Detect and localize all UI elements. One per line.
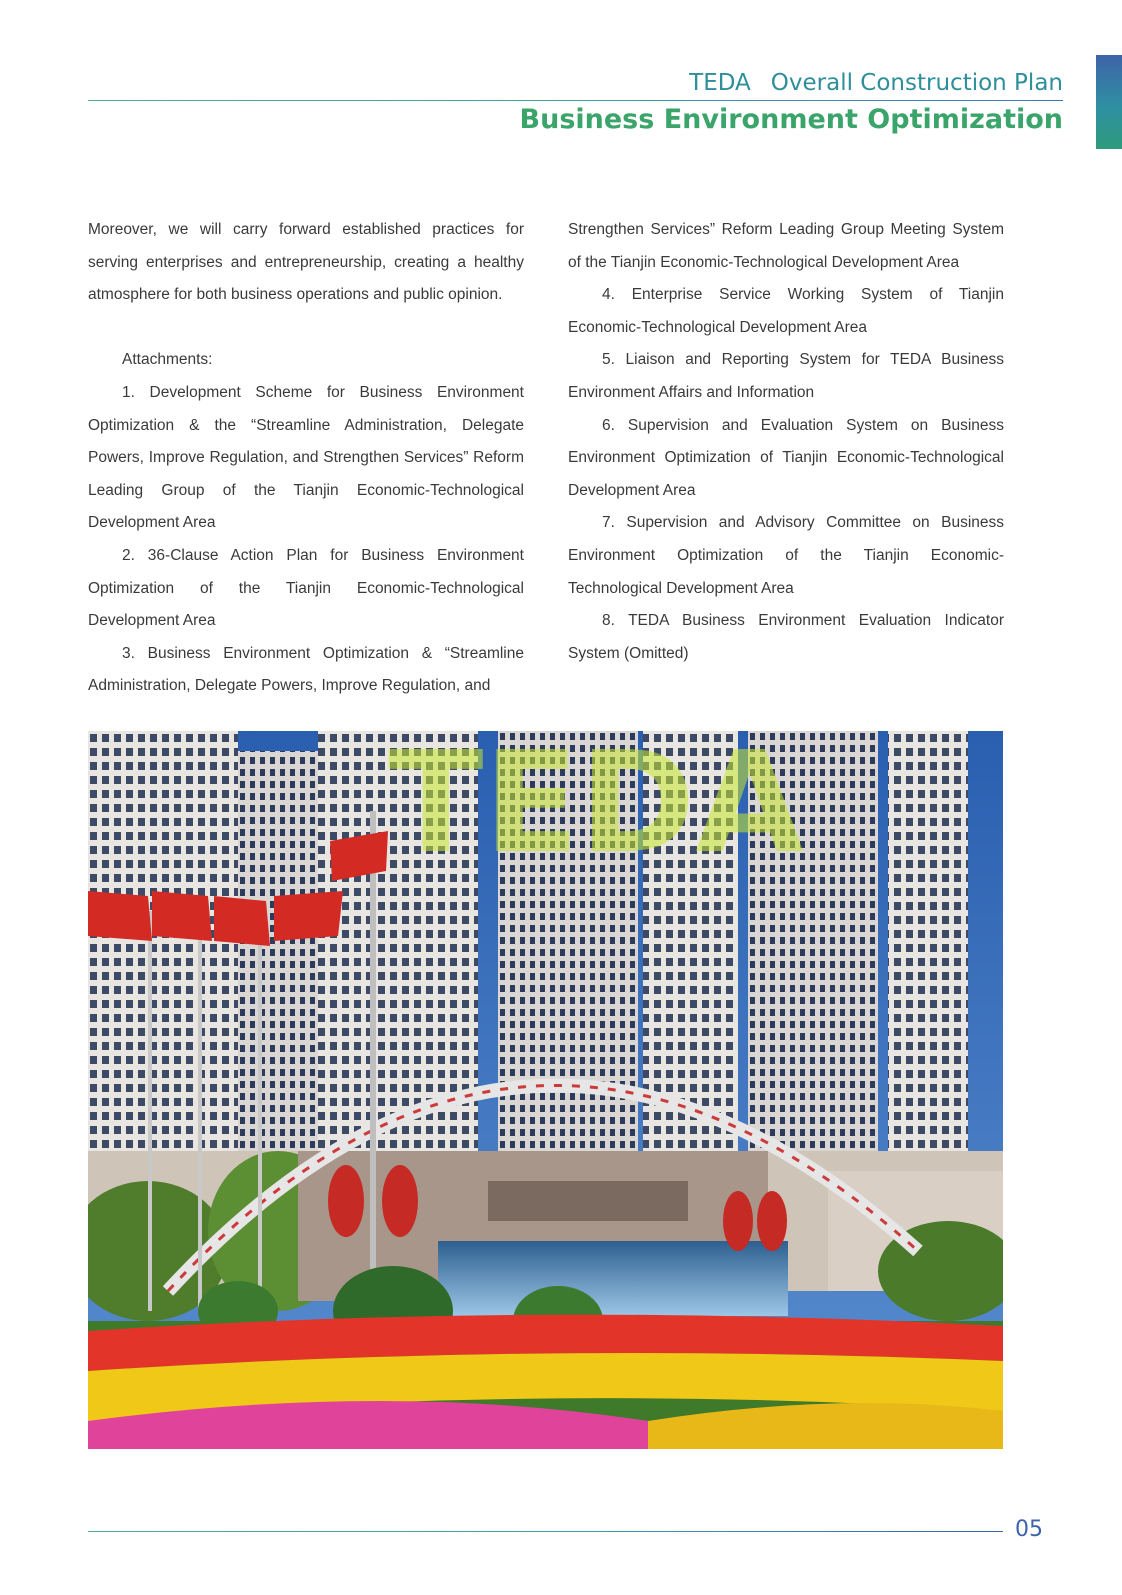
running-header bbox=[689, 70, 1063, 96]
header-subtitle: Overall Construction Plan bbox=[770, 70, 1063, 96]
attachment-item: 1. Development Scheme for Business Environment Optimization & the “Streamline Administration, Delegate Powers, Improve Regulation, and Strengthen Services” Reform Leading Group of the Tianjin Economic-Technological Development Area bbox=[88, 383, 524, 532]
paragraph: Moreover, we will carry forward established practices for serving enterprises and entrepreneurship, creating a healthy atmosphere for both business operations and public opinion. bbox=[88, 221, 524, 304]
section-title: Business Environment Optimization bbox=[519, 104, 1063, 135]
attachment-item-continued: Strengthen Services” Reform Leading Group Meeting System of the Tianjin Economic-Technological Development Area bbox=[568, 221, 1004, 271]
page-number: 05 bbox=[1015, 1517, 1043, 1542]
left-column bbox=[88, 214, 524, 703]
attachments-heading: Attachments: bbox=[122, 351, 213, 369]
teda-watermark: TEDA bbox=[388, 731, 804, 885]
attachment-item: 4. Enterprise Service Working System of Tianjin Economic-Technological Development Area bbox=[568, 286, 1004, 336]
attachment-item: 3. Business Environment Optimization & “Streamline Administration, Delegate Powers, Improve Regulation, and bbox=[88, 644, 524, 695]
header-brand: TEDA bbox=[689, 70, 751, 96]
attachment-item: 2. 36-Clause Action Plan for Business Environment Optimization of the Tianjin Economic-Technological Development Area bbox=[88, 546, 524, 630]
attachment-item: 6. Supervision and Evaluation System on Business Environment Optimization of Tianjin Economic-Technological Development Area bbox=[568, 416, 1004, 499]
teda-gate-photo bbox=[88, 731, 1003, 1449]
attachment-item: 5. Liaison and Reporting System for TEDA Business Environment Affairs and Information bbox=[568, 351, 1004, 401]
attachment-item: 7. Supervision and Advisory Committee on Business Environment Optimization of the Tianjin Economic-Technological Development Area bbox=[568, 514, 1004, 597]
footer-divider bbox=[88, 1531, 1003, 1532]
attachment-item: 8. TEDA Business Environment Evaluation Indicator System (Omitted) bbox=[568, 612, 1004, 662]
side-tab-decoration bbox=[1096, 55, 1122, 149]
header-divider bbox=[88, 100, 1063, 101]
right-column bbox=[568, 214, 1004, 670]
